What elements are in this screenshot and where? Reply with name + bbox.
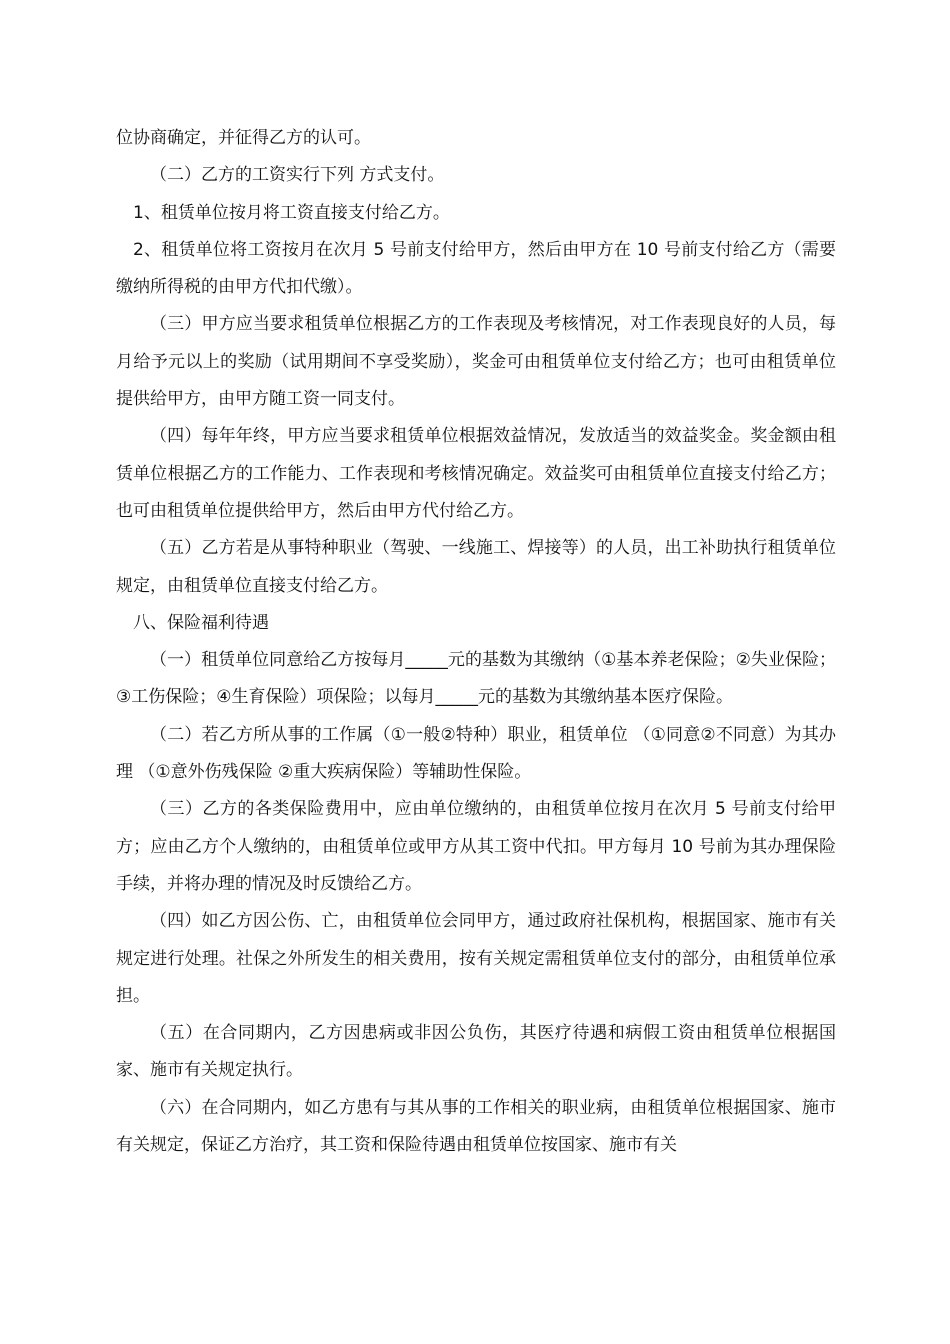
section-heading-insurance: 八、保险福利待遇 bbox=[133, 612, 269, 633]
paragraph-salary-payment-method: （二）乙方的工资实行下列 方式支付。 bbox=[150, 165, 445, 186]
paragraph-work-injury: （四）如乙方因公伤、亡，由租赁单位会同甲方，通过政府社保机构，根据国家、施市有关规定进行处理。社保之外所发生的相关费用，按有关规定需租赁单位支付的部分，由租赁单位承担。 bbox=[116, 911, 836, 1006]
paragraph-payment-option-2: 2、租赁单位将工资按月在次月 5 号前支付给甲方，然后由甲方在 10 号前支付给乙方（需要缴纳所得税的由甲方代扣代缴）。 bbox=[116, 239, 836, 298]
paragraph-payment-option-1: 1、租赁单位按月将工资直接支付给乙方。 bbox=[133, 202, 450, 223]
paragraph-special-occupation: （五）乙方若是从事特种职业（驾驶、一线施工、焊接等）的人员，出工补助执行租赁单位规定，由租赁单位直接支付给乙方。 bbox=[116, 538, 836, 596]
document-body bbox=[116, 120, 836, 1164]
paragraph-occupational-disease: （六）在合同期内，如乙方患有与其从事的工作相关的职业病，由租赁单位根据国家、施市有关规定，保证乙方治疗，其工资和保险待遇由租赁单位按国家、施市有关 bbox=[116, 1097, 836, 1156]
paragraph-year-end-bonus: （四）每年年终，甲方应当要求租赁单位根据效益情况，发放适当的效益奖金。奖金额由租赁单位根据乙方的工作能力、工作表现和考核情况确定。效益奖可由租赁单位直接支付给乙方；也可由租赁单位提供给甲方，然后由甲方代付给乙方。 bbox=[116, 426, 836, 521]
paragraph-continuation: 位协商确定，并征得乙方的认可。 bbox=[116, 128, 371, 148]
paragraph-performance-bonus: （三）甲方应当要求租赁单位根据乙方的工作表现及考核情况，对工作表现良好的人员，每月给予元以上的奖励（试用期间不享受奖励），奖金可由租赁单位支付给乙方；也可由租赁单位提供给甲方，由甲方随工资一同支付。 bbox=[116, 314, 836, 410]
paragraph-insurance-base: （一）租赁单位同意给乙方按每月_____元的基数为其缴纳（①基本养老保险；②失业保险；③工伤保险；④生育保险）项保险；以每月_____元的基数为其缴纳基本医疗保险。 bbox=[116, 650, 836, 708]
paragraph-auxiliary-insurance: （二）若乙方所从事的工作属（①一般②特种）职业，租赁单位 （①同意②不同意）为其办理 （①意外伤残保险 ②重大疾病保险）等辅助性保险。 bbox=[116, 724, 836, 783]
paragraph-insurance-fees: （三）乙方的各类保险费用中，应由单位缴纳的，由租赁单位按月在次月 5 号前支付给甲方；应由乙方个人缴纳的，由租赁单位或甲方从其工资中代扣。甲方每月 10 号前为其办理保险手续，并将办理的情况及时反馈给乙方。 bbox=[116, 799, 836, 894]
paragraph-sick-leave: （五）在合同期内，乙方因患病或非因公负伤，其医疗待遇和病假工资由租赁单位根据国家、施市有关规定执行。 bbox=[116, 1023, 836, 1081]
